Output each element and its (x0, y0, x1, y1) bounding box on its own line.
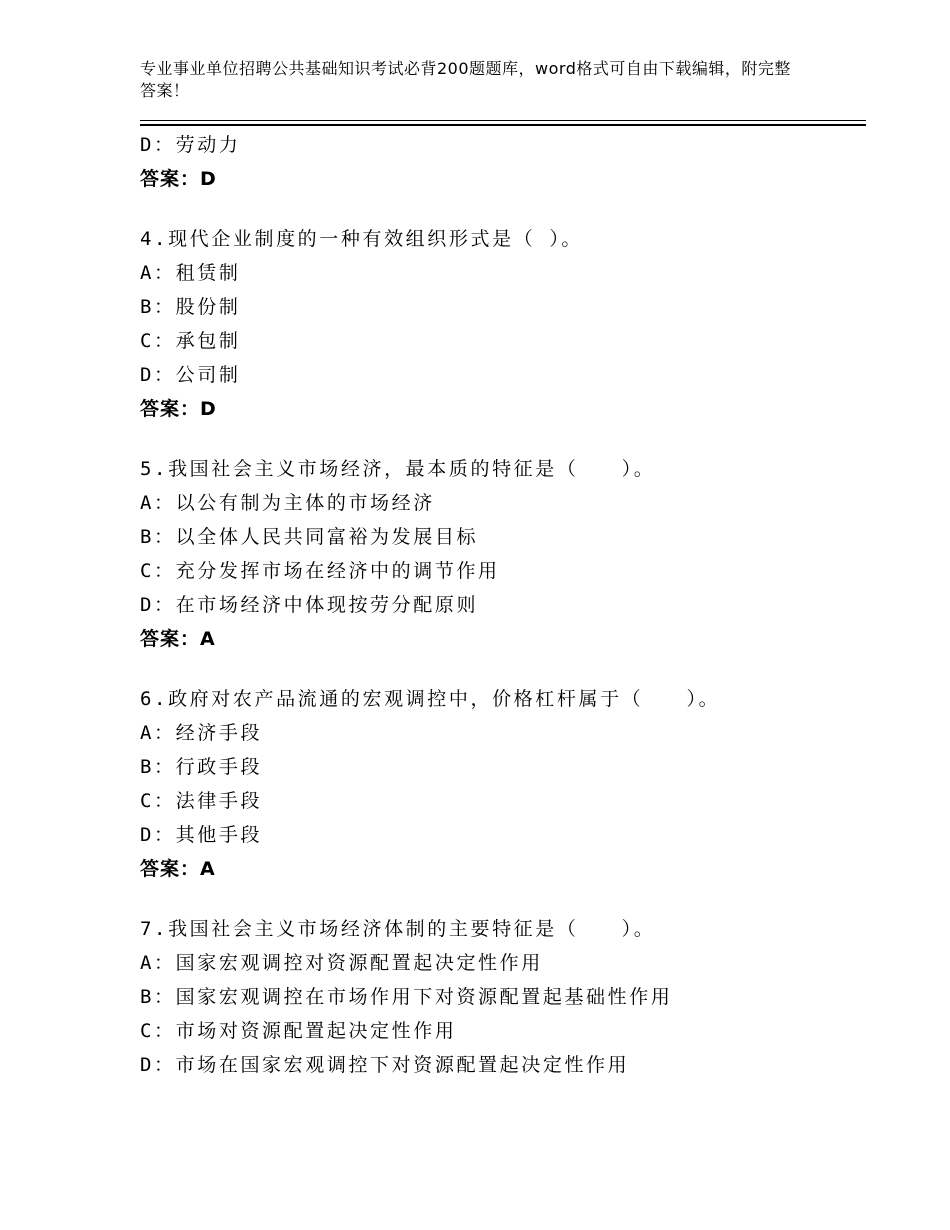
option-a: A：国家宏观调控对资源配置起决定性作用 (140, 952, 543, 974)
option-c: C：承包制 (140, 330, 241, 352)
answer-line: 答案：D (140, 398, 217, 420)
option-a: A：以公有制为主体的市场经济 (140, 492, 435, 514)
header-rule-thin (140, 120, 866, 121)
option-c: C：市场对资源配置起决定性作用 (140, 1020, 457, 1042)
option-a: A：经济手段 (140, 722, 263, 744)
option-c: C：法律手段 (140, 790, 263, 812)
option-a: A：租赁制 (140, 262, 241, 284)
option-b: B：股份制 (140, 296, 241, 318)
option-b: B：行政手段 (140, 756, 263, 778)
header-rule-thick (140, 124, 866, 126)
question-list (140, 128, 860, 1082)
option-d: D：公司制 (140, 364, 241, 386)
question-stem-7: 7.我国社会主义市场经济体制的主要特征是（ ）。 (140, 918, 656, 940)
question-stem-5: 5.我国社会主义市场经济，最本质的特征是（ ）。 (140, 458, 656, 480)
answer-line: 答案：D (140, 168, 217, 190)
option-b: B：以全体人民共同富裕为发展目标 (140, 526, 479, 548)
question-stem-4: 4.现代企业制度的一种有效组织形式是（ ）。 (140, 228, 584, 250)
option-c: C：充分发挥市场在经济中的调节作用 (140, 560, 500, 582)
page-header: 专业事业单位招聘公共基础知识考试必背200题题库，word格式可自由下载编辑，附完整答案！ (140, 59, 791, 100)
question-stem-6: 6.政府对农产品流通的宏观调控中，价格杠杆属于（ ）。 (140, 688, 721, 710)
option-d: D：市场在国家宏观调控下对资源配置起决定性作用 (140, 1054, 630, 1076)
answer-line: 答案：A (140, 858, 216, 880)
option-d: D：其他手段 (140, 824, 263, 846)
answer-line: 答案：A (140, 628, 216, 650)
option-b: B：国家宏观调控在市场作用下对资源配置起基础性作用 (140, 986, 673, 1008)
option-d: D：劳动力 (140, 134, 241, 156)
option-d: D：在市场经济中体现按劳分配原则 (140, 594, 479, 616)
